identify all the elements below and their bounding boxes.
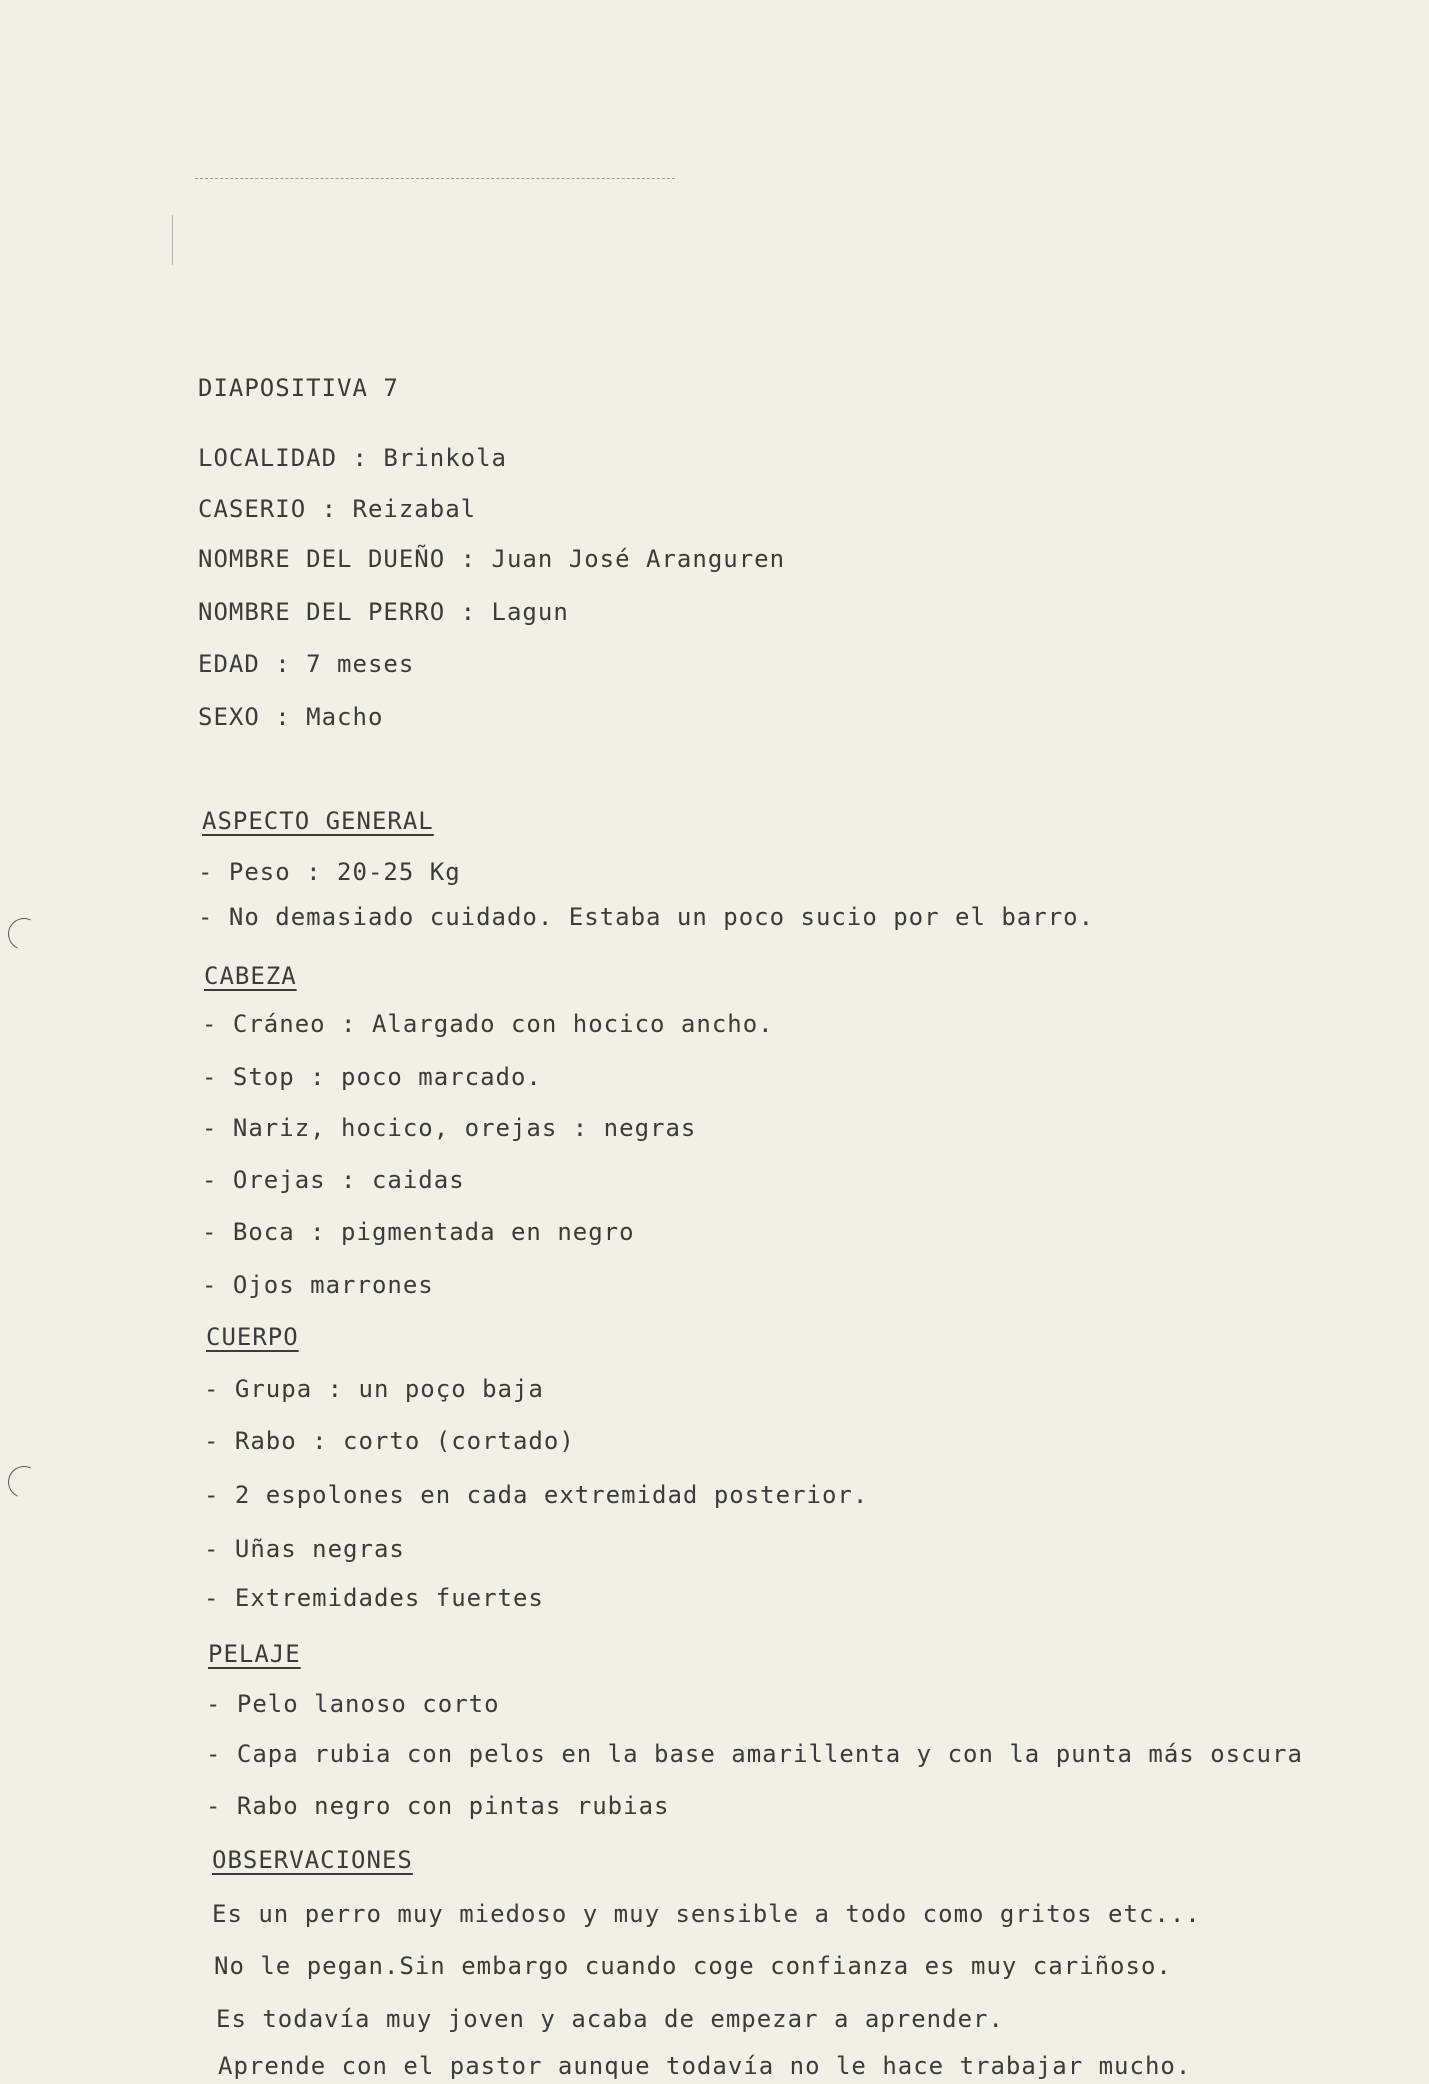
cuerpo-item: - 2 espolones en cada extremidad posterior. [204,1481,869,1509]
heading-cuerpo: CUERPO [206,1323,299,1351]
observaciones-line: Aprende con el pastor aunque todavía no le hace trabajar mucho. [218,2052,1192,2080]
punch-hole-upper [3,913,44,954]
cuerpo-item: - Uñas negras [204,1535,405,1563]
field-edad: EDAD : 7 meses [198,650,415,678]
heading-observaciones: OBSERVACIONES [212,1846,413,1874]
aspecto-item: - No demasiado cuidado. Estaba un poco sucio por el barro. [198,903,1095,931]
heading-aspecto-general: ASPECTO GENERAL [202,807,434,835]
pelaje-item: - Pelo lanoso corto [206,1690,500,1718]
cuerpo-item: - Grupa : un poço baja [204,1375,544,1403]
field-localidad: LOCALIDAD : Brinkola [198,444,507,472]
slide-title: DIAPOSITIVA 7 [198,374,399,402]
cabeza-item: - Ojos marrones [202,1271,434,1299]
pelaje-item: - Rabo negro con pintas rubias [206,1792,670,1820]
cabeza-item: - Nariz, hocico, orejas : negras [202,1114,697,1142]
heading-pelaje: PELAJE [208,1640,301,1668]
field-dueno: NOMBRE DEL DUEÑO : Juan José Aranguren [198,545,786,573]
top-dashed-rule [195,178,675,179]
cabeza-item: - Stop : poco marcado. [202,1063,542,1091]
cabeza-item: - Boca : pigmentada en negro [202,1218,635,1246]
field-perro: NOMBRE DEL PERRO : Lagun [198,598,569,626]
observaciones-line: No le pegan.Sin embargo cuando coge confianza es muy cariñoso. [214,1952,1172,1980]
cabeza-item: - Cráneo : Alargado con hocico ancho. [202,1010,774,1038]
cuerpo-item: - Extremidades fuertes [204,1584,544,1612]
pelaje-item: - Capa rubia con pelos en la base amarillenta y con la punta más oscura [206,1740,1303,1768]
aspecto-item: - Peso : 20-25 Kg [198,858,461,886]
field-sexo: SEXO : Macho [198,703,384,731]
punch-hole-lower [3,1461,44,1502]
cabeza-item: - Orejas : caidas [202,1166,465,1194]
observaciones-line: Es todavía muy joven y acaba de empezar a aprender. [216,2005,1004,2033]
observaciones-line: Es un perro muy miedoso y muy sensible a todo como gritos etc... [212,1900,1201,1928]
field-caserio: CASERIO : Reizabal [198,495,477,523]
margin-mark [172,215,173,265]
cuerpo-item: - Rabo : corto (cortado) [204,1427,575,1455]
heading-cabeza: CABEZA [204,962,297,990]
